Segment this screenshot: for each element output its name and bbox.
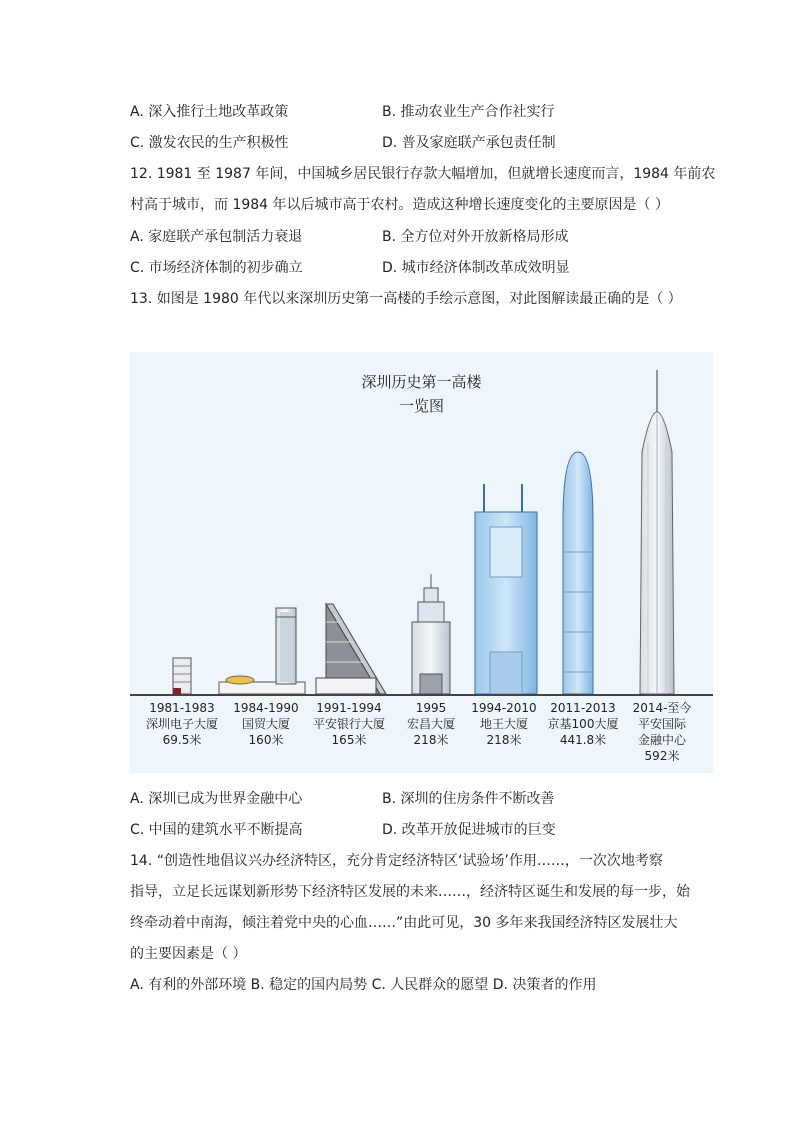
q12-option-a[interactable]: A. 家庭联产承包制活力衰退 — [130, 229, 303, 245]
label-height: 69.5米 — [162, 733, 202, 747]
label-height: 165米 — [331, 733, 367, 747]
q13-option-c[interactable]: C. 中国的建筑水平不断提高 — [130, 822, 303, 838]
label-name: 平安国际 — [637, 717, 686, 731]
label-years: 1984-1990 — [233, 701, 299, 715]
label-height: 218米 — [413, 733, 449, 747]
figure-title-line1: 深圳历史第一高楼 — [361, 373, 482, 391]
q11-option-b[interactable]: B. 推动农业生产合作社实行 — [382, 104, 555, 120]
label-height: 441.8米 — [559, 733, 607, 747]
shenzhen-tallest-buildings-figure — [130, 352, 713, 773]
q14-options[interactable]: A. 有利的外部环境 B. 稳定的国内局势 C. 人民群众的愿望 D. 决策者的作用 — [130, 977, 597, 993]
q13-option-b[interactable]: B. 深圳的住房条件不断改善 — [382, 791, 555, 807]
ground-line — [130, 694, 713, 696]
building-diwang — [475, 484, 537, 694]
q14-stem-line4: 的主要因素是（ ） — [130, 946, 247, 962]
q12-option-c[interactable]: C. 市场经济体制的初步确立 — [130, 260, 303, 276]
q14-stem-line1: 14. “创造性地倡议兴办经济特区，充分肯定经济特区‘试验场’作用……，一次次地考察 — [130, 853, 663, 869]
q13-option-a[interactable]: A. 深圳已成为世界金融中心 — [130, 791, 303, 807]
building-kingkey-100 — [563, 452, 593, 694]
q12-option-d[interactable]: D. 城市经济体制改革成效明显 — [382, 260, 570, 276]
building-international-trade-center — [219, 608, 305, 694]
building-label-7 — [617, 700, 707, 764]
label-name: 地王大厦 — [479, 717, 528, 731]
building-hongchang — [412, 574, 450, 694]
q13-stem: 13. 如图是 1980 年代以来深圳历史第一高楼的手绘示意图，对此图解读最正确的是（ ） — [130, 291, 682, 307]
q14-stem-line2: 指导，立足长远谋划新形势下经济特区发展的未来……，经济特区诞生和发展的每一步，始 — [130, 884, 690, 900]
label-name-2: 金融中心 — [637, 733, 686, 747]
building-pingan-finance-centre — [640, 370, 674, 694]
label-name: 平安银行大厦 — [312, 717, 385, 731]
q13-option-d[interactable]: D. 改革开放促进城市的巨变 — [382, 822, 556, 838]
building-pingan-bank — [316, 604, 386, 694]
q11-option-a[interactable]: A. 深入推行土地改革政策 — [130, 104, 289, 120]
label-name: 国贸大厦 — [241, 717, 290, 731]
building-shenzhen-electronics — [173, 658, 191, 694]
figure-title-line2: 一览图 — [398, 397, 444, 415]
q14-stem-line3: 终牵动着中南海，倾注着党中央的心血……”由此可见，30 多年来我国经济特区发展壮大 — [130, 915, 678, 931]
label-height: 160米 — [248, 733, 284, 747]
building-label-2 — [221, 700, 311, 748]
building-label-3 — [304, 700, 394, 748]
label-years: 1981-1983 — [149, 701, 215, 715]
building-label-5 — [459, 700, 549, 748]
label-years: 1991-1994 — [316, 701, 382, 715]
q11-option-c[interactable]: C. 激发农民的生产积极性 — [130, 135, 289, 151]
q12-option-b[interactable]: B. 全方位对外开放新格局形成 — [382, 229, 569, 245]
q12-stem-line1: 12. 1981 至 1987 年间，中国城乡居民银行存款大幅增加，但就增长速度而言，1984 年前农 — [130, 166, 716, 182]
label-name: 京基100大厦 — [547, 717, 619, 731]
label-years: 1995 — [415, 701, 447, 715]
building-label-6 — [538, 700, 628, 748]
label-name: 宏昌大厦 — [406, 717, 455, 731]
label-years: 2014-至今 — [632, 701, 692, 715]
label-years: 1994-2010 — [471, 701, 537, 715]
label-years: 2011-2013 — [550, 701, 616, 715]
label-name: 深圳电子大厦 — [145, 717, 218, 731]
q12-stem-line2: 村高于城市，而 1984 年以后城市高于农村。造成这种增长速度变化的主要原因是（ ） — [130, 197, 669, 213]
q11-option-d[interactable]: D. 普及家庭联产承包责任制 — [382, 135, 556, 151]
label-height: 592米 — [644, 749, 680, 763]
label-height: 218米 — [486, 733, 522, 747]
building-label-1 — [137, 700, 227, 748]
